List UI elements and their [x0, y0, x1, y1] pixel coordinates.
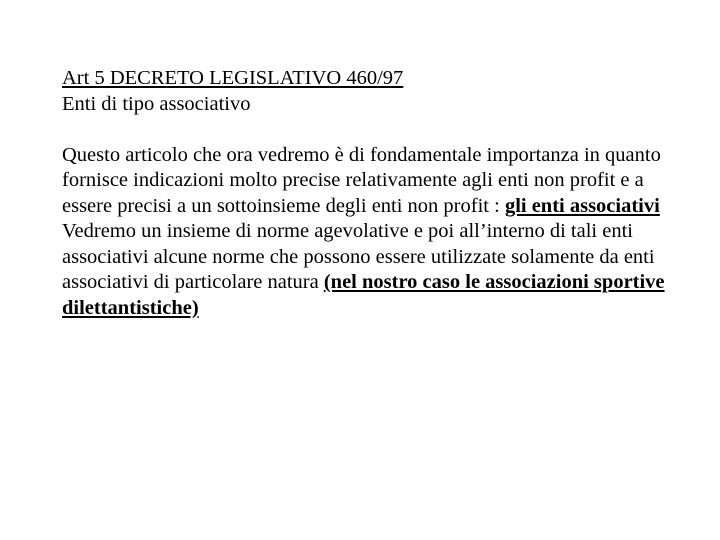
slide-content	[62, 66, 672, 321]
page-subtitle: Enti di tipo associativo	[62, 92, 251, 115]
paragraph-2-text: Vedremo un insieme di norme agevolative e poi all’interno di tali enti associativi alcune norme che possono essere utilizzate solamente da enti associativi di particolare natura	[62, 220, 655, 293]
paragraph-1-text: Questo articolo che ora vedremo è di fondamentale importanza in quanto fornisce indicazioni molto precise relativamente agli enti non profit e a essere precisi a un sottoinsieme degli enti non profit :	[62, 143, 661, 217]
paragraph-1-emphasis: gli enti associativi	[504, 194, 660, 217]
paragraph-2-emphasis: (nel nostro caso le associazioni sportive dilettantistiche)	[62, 271, 665, 319]
spacer	[62, 117, 672, 143]
heading	[62, 66, 672, 117]
page-title: Art 5 DECRETO LEGISLATIVO 460/97	[62, 67, 404, 89]
body-paragraph	[62, 143, 672, 322]
